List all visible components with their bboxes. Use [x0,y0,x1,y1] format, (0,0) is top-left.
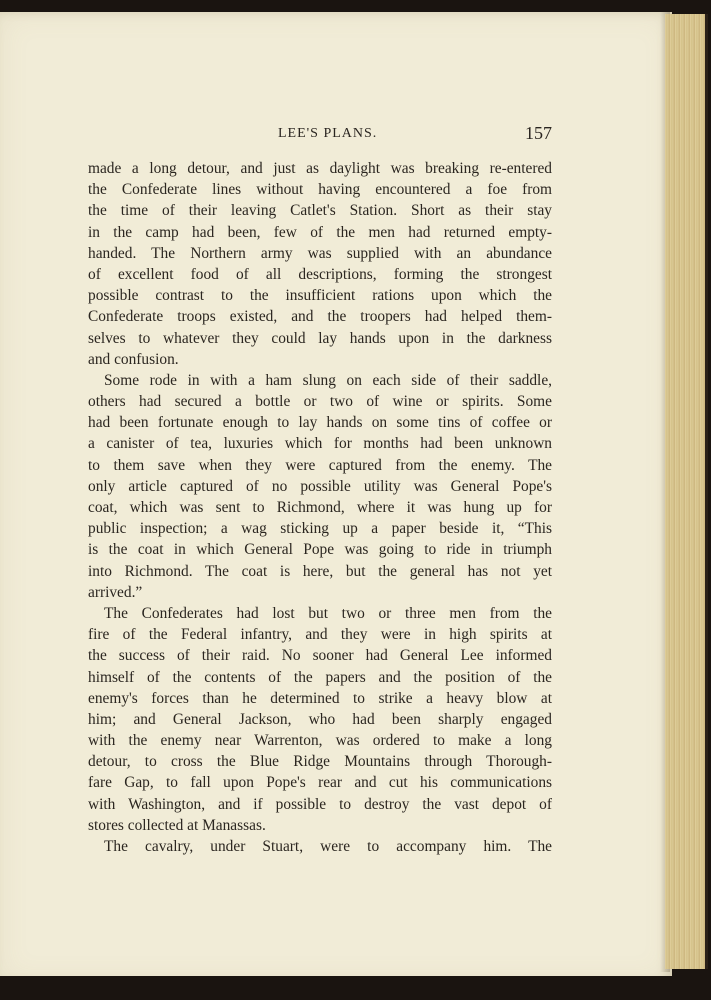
text-line: a canister of tea, luxuries which for months had been unknown [88,435,552,453]
text-line: with the enemy near Warrenton, was ordered to make a long [88,732,552,750]
text-line: public inspection; a wag sticking up a paper beside it, “This [88,520,552,538]
text-line: him; and General Jackson, who had been sharply engaged [88,710,552,728]
text-line: made a long detour, and just as daylight was breaking re-entered [88,160,552,177]
text-line: stores collected at Manassas. [88,816,266,834]
running-head [88,123,552,146]
page-number: 157 [525,123,552,143]
body-text [88,158,552,857]
text-line: himself of the contents of the papers and the position of the [88,668,552,686]
text-line: The Confederates had lost but two or three men from the [104,604,552,622]
book-page [0,12,672,982]
text-line: fire of the Federal infantry, and they were in high spirits at [88,626,552,644]
text-line: arrived.” [88,583,143,601]
text-line: The cavalry, under Stuart, were to accompany him. The [104,838,552,855]
text-line: with Washington, and if possible to destroy the vast depot of [88,795,552,813]
text-line: enemy's forces than he determined to strike a heavy blow at [88,689,552,707]
text-line: in the camp had been, few of the men had returned empty- [88,223,552,241]
text-line: of excellent food of all descriptions, forming the strongest [88,265,552,283]
text-line: Confederate troops existed, and the troopers had helped them- [88,308,552,326]
text-line: detour, to cross the Blue Ridge Mountains through Thorough- [88,753,552,771]
text-line: the Confederate lines without having encountered a foe from [88,181,552,199]
text-line: handed. The Northern army was supplied with an abundance [88,244,552,262]
text-line: only article captured of no possible utility was General Pope's [88,477,552,495]
running-title: LEE'S PLANS. [278,126,378,141]
text-line: to them save when they were captured from the enemy. The [88,456,552,474]
text-line: into Richmond. The coat is here, but the general has not yet [88,562,552,580]
text-line: had been fortunate enough to lay hands on some tins of coffee or [88,414,552,432]
text-line: the time of their leaving Catlet's Station. Short as their stay [88,202,552,220]
page-edges [665,14,708,969]
text-line: selves to whatever they could lay hands upon in the darkness [88,329,552,347]
text-line: and confusion. [88,350,179,368]
text-line: possible contrast to the insufficient rations upon which the [88,287,552,305]
scan-bottom-border [0,976,711,1000]
text-line: fare Gap, to fall upon Pope's rear and cut his communications [88,774,552,792]
text-line: coat, which was sent to Richmond, where it was hung up for [88,499,552,516]
text-line: the success of their raid. No sooner had General Lee informed [88,647,552,665]
text-line: Some rode in with a ham slung on each side of their saddle, [104,371,552,389]
text-line: is the coat in which General Pope was going to ride in triumph [88,541,552,559]
text-line: others had secured a bottle or two of wine or spirits. Some [88,393,552,411]
